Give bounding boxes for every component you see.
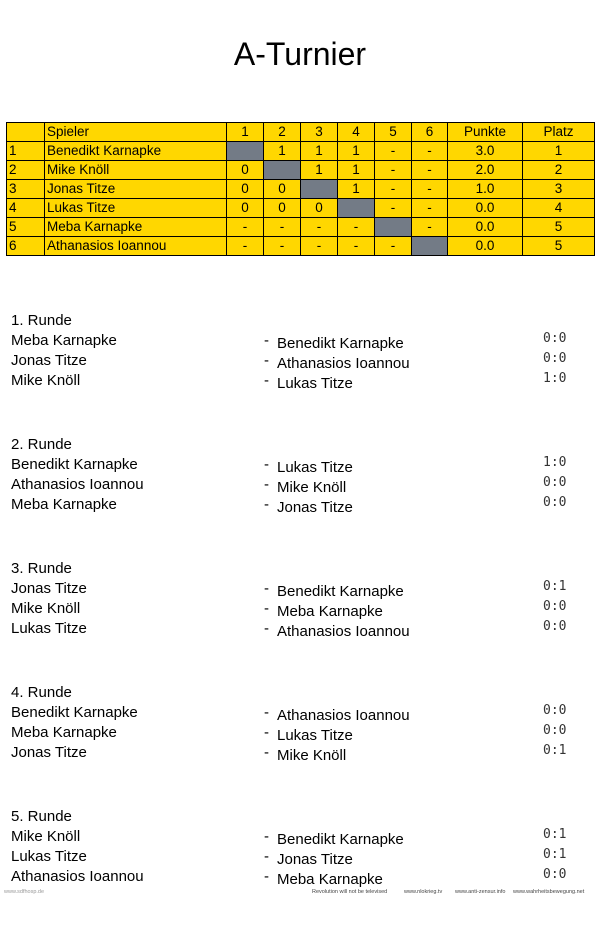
footer [0, 886, 600, 898]
round-title: 2. Runde [11, 436, 72, 453]
standings-header-cell: 2 [264, 123, 301, 142]
standings-rank-number: 3 [7, 180, 45, 199]
standings-player-name: Mike Knöll [45, 161, 227, 180]
round-section [0, 683, 600, 807]
match-away-player: Jonas Titze [277, 851, 353, 868]
standings-place: 4 [523, 199, 595, 218]
match-separator: - [264, 724, 269, 741]
standings-result-cell: - [375, 180, 412, 199]
match-score: 0:0 [543, 867, 567, 882]
match-home-player: Jonas Titze [11, 580, 87, 597]
match-away-player: Jonas Titze [277, 499, 353, 516]
standings-result-cell: 1 [264, 142, 301, 161]
match-away-player: Mike Knöll [277, 747, 347, 764]
match-score: 1:0 [543, 371, 567, 386]
standings-header-row [7, 123, 595, 142]
round-title: 1. Runde [11, 312, 72, 329]
standings-row [7, 218, 595, 237]
standings-place: 3 [523, 180, 595, 199]
standings-result-cell: - [375, 161, 412, 180]
match-away-player: Athanasios Ioannou [277, 355, 410, 372]
standings-result-cell: - [375, 142, 412, 161]
standings-place: 5 [523, 218, 595, 237]
standings-self-cell [301, 180, 338, 199]
match-row [0, 331, 600, 351]
match-separator: - [264, 352, 269, 369]
standings-header-cell: 4 [338, 123, 375, 142]
standings-result-cell: - [412, 142, 448, 161]
footer-slogan: Revolution will not be televised [312, 889, 388, 895]
match-away-player: Meba Karnapke [277, 603, 383, 620]
standings-player-name: Benedikt Karnapke [45, 142, 227, 161]
match-home-player: Meba Karnapke [11, 724, 117, 741]
match-row [0, 455, 600, 475]
match-row [0, 371, 600, 391]
match-home-player: Athanasios Ioannou [11, 868, 144, 885]
match-score: 0:0 [543, 703, 567, 718]
standings-result-cell: 0 [227, 180, 264, 199]
match-separator: - [264, 620, 269, 637]
standings-result-cell: - [227, 237, 264, 256]
match-row [0, 703, 600, 723]
match-score: 0:0 [543, 331, 567, 346]
standings-rank-number: 5 [7, 218, 45, 237]
match-separator: - [264, 476, 269, 493]
match-away-player: Lukas Titze [277, 375, 353, 392]
standings-result-cell: - [264, 218, 301, 237]
standings-result-cell: 1 [338, 180, 375, 199]
standings-player-name: Athanasios Ioannou [45, 237, 227, 256]
standings-points: 2.0 [448, 161, 523, 180]
standings-result-cell: - [375, 199, 412, 218]
match-home-player: Benedikt Karnapke [11, 704, 138, 721]
standings-rank-number: 2 [7, 161, 45, 180]
match-score: 0:0 [543, 723, 567, 738]
match-row [0, 495, 600, 515]
match-score: 0:1 [543, 743, 567, 758]
standings-result-cell: 0 [264, 180, 301, 199]
round-title: 5. Runde [11, 808, 72, 825]
standings-header-cell: 6 [412, 123, 448, 142]
round-title: 4. Runde [11, 684, 72, 701]
standings-result-cell: - [338, 218, 375, 237]
standings-points: 0.0 [448, 218, 523, 237]
match-separator: - [264, 456, 269, 473]
match-score: 0:0 [543, 475, 567, 490]
match-home-player: Jonas Titze [11, 744, 87, 761]
standings-table [6, 122, 595, 256]
standings-points: 3.0 [448, 142, 523, 161]
page-title: A-Turnier [233, 36, 367, 72]
match-score: 1:0 [543, 455, 567, 470]
standings-row [7, 161, 595, 180]
match-away-player: Mike Knöll [277, 479, 347, 496]
match-row [0, 847, 600, 867]
match-away-player: Lukas Titze [277, 727, 353, 744]
standings-result-cell: 1 [301, 142, 338, 161]
match-separator: - [264, 372, 269, 389]
match-away-player: Athanasios Ioannou [277, 707, 410, 724]
standings-header-cell: Punkte [448, 123, 523, 142]
match-home-player: Jonas Titze [11, 352, 87, 369]
standings-result-cell: - [412, 180, 448, 199]
standings-result-cell: - [301, 218, 338, 237]
standings-place: 1 [523, 142, 595, 161]
match-separator: - [264, 600, 269, 617]
standings-result-cell: - [264, 237, 301, 256]
footer-site[interactable]: www.sdfhosp.de [4, 889, 45, 895]
match-away-player: Benedikt Karnapke [277, 583, 404, 600]
standings-header-cell: 1 [227, 123, 264, 142]
match-score: 0:0 [543, 351, 567, 366]
match-away-player: Benedikt Karnapke [277, 831, 404, 848]
match-separator: - [264, 704, 269, 721]
match-row [0, 351, 600, 371]
standings-header-cell: 3 [301, 123, 338, 142]
match-home-player: Meba Karnapke [11, 332, 117, 349]
match-home-player: Lukas Titze [11, 848, 87, 865]
standings-result-cell: 0 [227, 161, 264, 180]
match-score: 0:1 [543, 827, 567, 842]
standings-points: 1.0 [448, 180, 523, 199]
standings-rank-number: 4 [7, 199, 45, 218]
round-section [0, 311, 600, 435]
standings-rank-number: 1 [7, 142, 45, 161]
standings-player-name: Meba Karnapke [45, 218, 227, 237]
match-row [0, 867, 600, 887]
match-separator: - [264, 496, 269, 513]
standings-result-cell: 1 [338, 142, 375, 161]
match-away-player: Lukas Titze [277, 459, 353, 476]
standings-self-cell [412, 237, 448, 256]
footer-link-2[interactable]: www.anti-zensur.info [455, 889, 506, 895]
match-row [0, 475, 600, 495]
match-home-player: Mike Knöll [11, 372, 81, 389]
standings-result-cell: 1 [301, 161, 338, 180]
standings-row [7, 142, 595, 161]
standings-result-cell: - [227, 218, 264, 237]
standings-self-cell [338, 199, 375, 218]
match-home-player: Mike Knöll [11, 828, 81, 845]
round-section [0, 435, 600, 559]
standings-result-cell: - [412, 218, 448, 237]
match-separator: - [264, 848, 269, 865]
standings-player-name: Jonas Titze [45, 180, 227, 199]
match-row [0, 599, 600, 619]
standings-result-cell: 0 [301, 199, 338, 218]
round-section [0, 559, 600, 683]
standings-result-cell: - [412, 199, 448, 218]
match-score: 0:0 [543, 599, 567, 614]
standings-place: 2 [523, 161, 595, 180]
match-separator: - [264, 744, 269, 761]
match-row [0, 619, 600, 639]
match-home-player: Lukas Titze [11, 620, 87, 637]
match-away-player: Athanasios Ioannou [277, 623, 410, 640]
match-score: 0:1 [543, 847, 567, 862]
round-section [0, 807, 600, 931]
standings-result-cell: 1 [338, 161, 375, 180]
standings-result-cell: 0 [227, 199, 264, 218]
standings-header-cell: 5 [375, 123, 412, 142]
match-row [0, 723, 600, 743]
match-separator: - [264, 332, 269, 349]
standings-rank-number: 6 [7, 237, 45, 256]
standings-self-cell [264, 161, 301, 180]
match-away-player: Meba Karnapke [277, 871, 383, 888]
standings-header-cell: Platz [523, 123, 595, 142]
match-row [0, 743, 600, 763]
standings-header-cell: Spieler [45, 123, 227, 142]
match-separator: - [264, 828, 269, 845]
match-home-player: Benedikt Karnapke [11, 456, 138, 473]
footer-link-3[interactable]: www.wahrheitsbewegung.net [513, 889, 585, 895]
standings-player-name: Lukas Titze [45, 199, 227, 218]
match-score: 0:1 [543, 579, 567, 594]
match-row [0, 827, 600, 847]
standings-result-cell: - [301, 237, 338, 256]
standings-result-cell: - [412, 161, 448, 180]
standings-row [7, 237, 595, 256]
standings-self-cell [227, 142, 264, 161]
standings-points: 0.0 [448, 199, 523, 218]
standings-header-cell [7, 123, 45, 142]
rounds-list [0, 311, 600, 931]
match-away-player: Benedikt Karnapke [277, 335, 404, 352]
footer-link-1[interactable]: www.nlokrieg.tv [404, 889, 443, 895]
match-row [0, 579, 600, 599]
standings-result-cell: - [338, 237, 375, 256]
standings-row [7, 199, 595, 218]
standings-points: 0.0 [448, 237, 523, 256]
standings-result-cell: - [375, 237, 412, 256]
standings-row [7, 180, 595, 199]
standings-result-cell: 0 [264, 199, 301, 218]
round-title: 3. Runde [11, 560, 72, 577]
match-home-player: Meba Karnapke [11, 496, 117, 513]
match-home-player: Athanasios Ioannou [11, 476, 144, 493]
match-score: 0:0 [543, 619, 567, 634]
match-score: 0:0 [543, 495, 567, 510]
match-separator: - [264, 580, 269, 597]
standings-place: 5 [523, 237, 595, 256]
standings-self-cell [375, 218, 412, 237]
match-home-player: Mike Knöll [11, 600, 81, 617]
match-separator: - [264, 868, 269, 885]
